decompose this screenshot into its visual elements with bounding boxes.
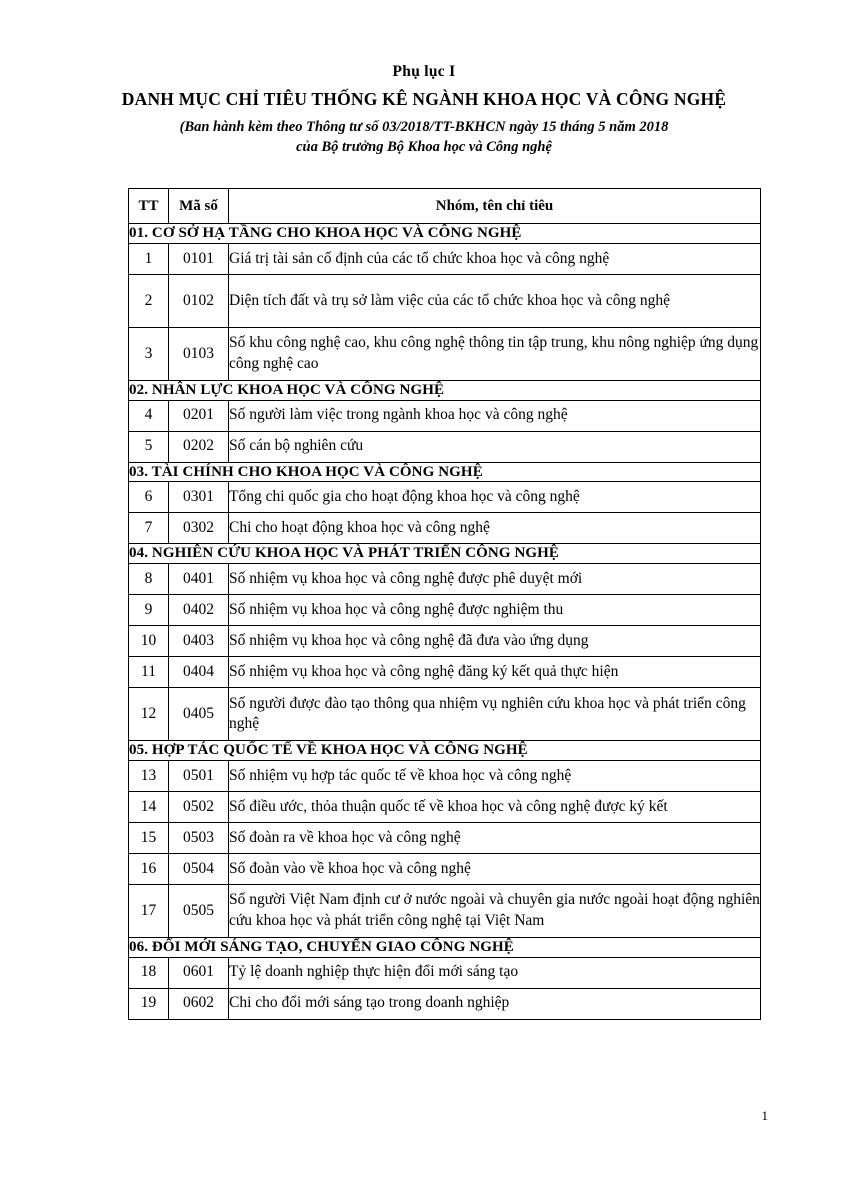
row-index-cell: 9 xyxy=(129,595,169,626)
table-row xyxy=(129,822,761,853)
table-row xyxy=(129,327,761,380)
row-code-cell: 0403 xyxy=(169,626,229,657)
row-indicator-name-cell: Số điều ước, thỏa thuận quốc tế về khoa học và công nghệ được ký kết xyxy=(229,791,761,822)
table-row xyxy=(129,760,761,791)
table-row xyxy=(129,243,761,274)
column-header-name: Nhóm, tên chỉ tiêu xyxy=(229,189,761,224)
document-header xyxy=(0,0,848,157)
table-row xyxy=(129,274,761,327)
row-indicator-name-cell: Tỷ lệ doanh nghiệp thực hiện đổi mới sáng tạo xyxy=(229,957,761,988)
appendix-label: Phụ lục I xyxy=(392,63,456,80)
row-index-cell: 17 xyxy=(129,884,169,937)
row-indicator-name-cell: Số nhiệm vụ hợp tác quốc tế về khoa học và công nghệ xyxy=(229,760,761,791)
row-index-cell: 19 xyxy=(129,988,169,1019)
row-indicator-name-cell: Số khu công nghệ cao, khu công nghệ thông tin tập trung, khu nông nghiệp ứng dụng công nghệ cao xyxy=(229,327,761,380)
table-body xyxy=(129,224,761,1020)
section-header-label: 05. HỢP TÁC QUỐC TẾ VỀ KHOA HỌC VÀ CÔNG NGHỆ xyxy=(129,741,761,761)
row-indicator-name-cell: Số nhiệm vụ khoa học và công nghệ được phê duyệt mới xyxy=(229,564,761,595)
table-row xyxy=(129,657,761,688)
table-row xyxy=(129,626,761,657)
row-code-cell: 0502 xyxy=(169,791,229,822)
section-header-row xyxy=(129,741,761,761)
row-code-cell: 0302 xyxy=(169,513,229,544)
table-row xyxy=(129,688,761,741)
section-header-row xyxy=(129,462,761,482)
table-header-row xyxy=(129,189,761,224)
row-indicator-name-cell: Số đoàn ra về khoa học và công nghệ xyxy=(229,822,761,853)
page-number: 1 xyxy=(761,1108,768,1123)
row-code-cell: 0404 xyxy=(169,657,229,688)
column-header-tt: TT xyxy=(129,189,169,224)
table-row xyxy=(129,513,761,544)
section-header-row xyxy=(129,224,761,244)
row-code-cell: 0504 xyxy=(169,853,229,884)
section-header-label: 04. NGHIÊN CỨU KHOA HỌC VÀ PHÁT TRIỂN CÔNG NGHỆ xyxy=(129,544,761,564)
table-row xyxy=(129,595,761,626)
section-header-row xyxy=(129,544,761,564)
document-subtitle-line-2: của Bộ trưởng Bộ Khoa học và Công nghệ xyxy=(296,138,552,155)
row-indicator-name-cell: Giá trị tài sản cố định của các tổ chức khoa học và công nghệ xyxy=(229,243,761,274)
row-index-cell: 18 xyxy=(129,957,169,988)
section-header-row xyxy=(129,380,761,400)
table-row xyxy=(129,791,761,822)
row-index-cell: 13 xyxy=(129,760,169,791)
row-index-cell: 5 xyxy=(129,431,169,462)
row-code-cell: 0405 xyxy=(169,688,229,741)
row-index-cell: 4 xyxy=(129,400,169,431)
row-code-cell: 0501 xyxy=(169,760,229,791)
row-code-cell: 0401 xyxy=(169,564,229,595)
table-row xyxy=(129,482,761,513)
row-index-cell: 10 xyxy=(129,626,169,657)
row-index-cell: 7 xyxy=(129,513,169,544)
section-header-row xyxy=(129,937,761,957)
row-indicator-name-cell: Diện tích đất và trụ sở làm việc của các tổ chức khoa học và công nghệ xyxy=(229,274,761,327)
indicator-table xyxy=(128,188,761,1020)
table-row xyxy=(129,431,761,462)
row-code-cell: 0503 xyxy=(169,822,229,853)
row-index-cell: 11 xyxy=(129,657,169,688)
row-index-cell: 14 xyxy=(129,791,169,822)
row-code-cell: 0101 xyxy=(169,243,229,274)
row-indicator-name-cell: Số đoàn vào về khoa học và công nghệ xyxy=(229,853,761,884)
row-code-cell: 0505 xyxy=(169,884,229,937)
table-row xyxy=(129,400,761,431)
row-code-cell: 0602 xyxy=(169,988,229,1019)
row-code-cell: 0402 xyxy=(169,595,229,626)
row-index-cell: 8 xyxy=(129,564,169,595)
row-indicator-name-cell: Chi cho đổi mới sáng tạo trong doanh nghiệp xyxy=(229,988,761,1019)
table-header xyxy=(129,189,761,224)
table-row xyxy=(129,988,761,1019)
table-row xyxy=(129,853,761,884)
section-header-label: 06. ĐỔI MỚI SÁNG TẠO, CHUYỂN GIAO CÔNG NGHỆ xyxy=(129,937,761,957)
row-code-cell: 0301 xyxy=(169,482,229,513)
row-index-cell: 12 xyxy=(129,688,169,741)
page-title: DANH MỤC CHỈ TIÊU THỐNG KÊ NGÀNH KHOA HỌC VÀ CÔNG NGHỆ xyxy=(121,89,727,110)
row-code-cell: 0601 xyxy=(169,957,229,988)
indicator-table-container xyxy=(128,188,760,1020)
column-header-code: Mã số xyxy=(169,189,229,224)
row-index-cell: 6 xyxy=(129,482,169,513)
row-index-cell: 16 xyxy=(129,853,169,884)
table-row xyxy=(129,564,761,595)
row-index-cell: 3 xyxy=(129,327,169,380)
row-code-cell: 0102 xyxy=(169,274,229,327)
row-indicator-name-cell: Số nhiệm vụ khoa học và công nghệ được nghiệm thu xyxy=(229,595,761,626)
document-subtitle-line-1: (Ban hành kèm theo Thông tư số 03/2018/TT-BKHCN ngày 15 tháng 5 năm 2018 xyxy=(179,119,669,136)
row-code-cell: 0202 xyxy=(169,431,229,462)
row-indicator-name-cell: Số nhiệm vụ khoa học và công nghệ đã đưa vào ứng dụng xyxy=(229,626,761,657)
row-code-cell: 0201 xyxy=(169,400,229,431)
row-indicator-name-cell: Số người Việt Nam định cư ở nước ngoài và chuyên gia nước ngoài hoạt động nghiên cứu khoa học và phát triển công nghệ tại Việt Nam xyxy=(229,884,761,937)
row-indicator-name-cell: Số cán bộ nghiên cứu xyxy=(229,431,761,462)
table-row xyxy=(129,957,761,988)
row-code-cell: 0103 xyxy=(169,327,229,380)
row-indicator-name-cell: Số người được đào tạo thông qua nhiệm vụ nghiên cứu khoa học và phát triển công nghệ xyxy=(229,688,761,741)
table-row xyxy=(129,884,761,937)
row-indicator-name-cell: Số người làm việc trong ngành khoa học và công nghệ xyxy=(229,400,761,431)
section-header-label: 01. CƠ SỞ HẠ TẦNG CHO KHOA HỌC VÀ CÔNG NGHỆ xyxy=(129,224,761,244)
row-indicator-name-cell: Số nhiệm vụ khoa học và công nghệ đăng ký kết quả thực hiện xyxy=(229,657,761,688)
row-index-cell: 15 xyxy=(129,822,169,853)
section-header-label: 03. TÀI CHÍNH CHO KHOA HỌC VÀ CÔNG NGHỆ xyxy=(129,462,761,482)
row-index-cell: 2 xyxy=(129,274,169,327)
row-index-cell: 1 xyxy=(129,243,169,274)
section-header-label: 02. NHÂN LỰC KHOA HỌC VÀ CÔNG NGHỆ xyxy=(129,380,761,400)
row-indicator-name-cell: Chi cho hoạt động khoa học và công nghệ xyxy=(229,513,761,544)
row-indicator-name-cell: Tổng chi quốc gia cho hoạt động khoa học và công nghệ xyxy=(229,482,761,513)
